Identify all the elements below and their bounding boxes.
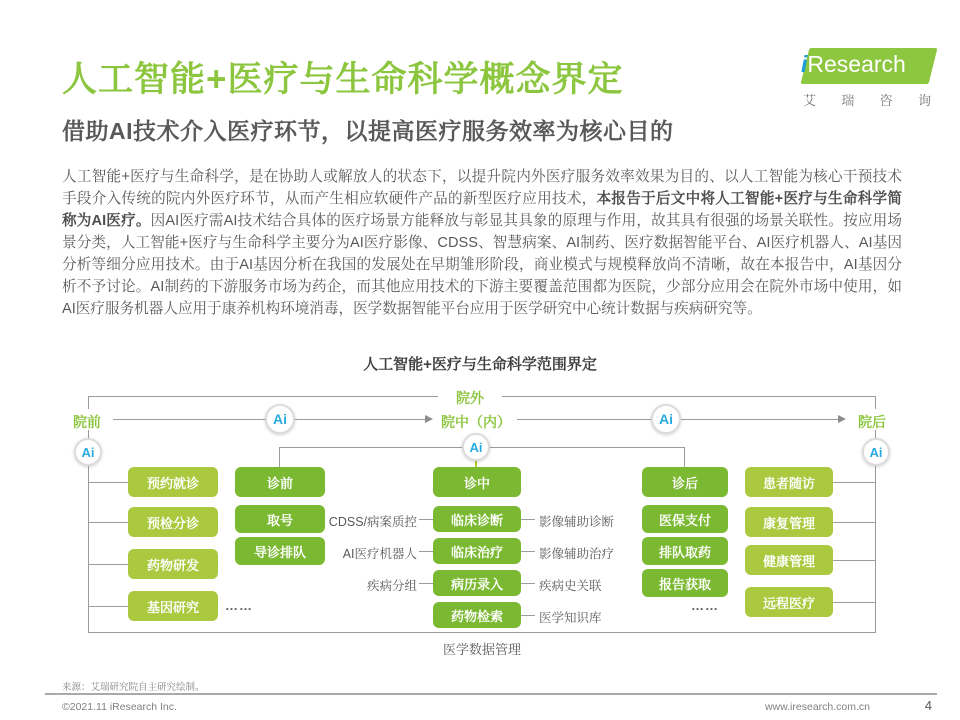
connector-line <box>521 551 535 552</box>
connector-line <box>88 522 128 523</box>
box-clinical-treatment: 临床治疗 <box>433 538 521 564</box>
connector-line <box>521 615 535 616</box>
body-paragraph <box>62 166 902 320</box>
iresearch-logo <box>795 48 937 109</box>
box-in-visit-header: 诊中 <box>433 467 521 497</box>
connector-line <box>833 560 875 561</box>
connector-line <box>279 447 280 467</box>
box-queue-for-medicine: 排队取药 <box>642 537 728 565</box>
logo-cn-char: 艾 <box>803 93 817 108</box>
box-ticket-number: 取号 <box>235 505 325 533</box>
stage-in-hospital: 院中（内） <box>441 414 511 430</box>
connector-line <box>88 564 128 565</box>
box-precheck-triage: 预检分诊 <box>128 507 218 537</box>
logo-letter-i: i <box>801 51 808 77</box>
page-title: 人工智能+医疗与生命科学概念界定 <box>62 60 624 99</box>
logo-letters-research: Research <box>807 51 906 77</box>
connector-line <box>419 583 433 584</box>
logo-cn-char: 询 <box>917 93 931 108</box>
connector-line <box>88 632 876 633</box>
annotation-disease-history-association: 疾病史关联 <box>539 579 602 593</box>
ai-badge-icon: Ai <box>651 404 681 434</box>
arrow-right-icon <box>425 415 433 423</box>
box-telemedicine: 远程医疗 <box>745 587 833 617</box>
body-text-bold: 本报告于后文中将人工智能+医疗与生命科学简称为AI医疗。 <box>62 191 902 229</box>
connector-line <box>521 583 535 584</box>
annotation-imaging-assisted-treatment: 影像辅助治疗 <box>539 547 615 561</box>
connector-line <box>875 396 876 409</box>
box-drug-retrieval: 药物检索 <box>433 602 521 628</box>
connector-line <box>88 482 128 483</box>
connector-line <box>419 519 433 520</box>
annotation-disease-grouping: 疾病分组 <box>366 579 417 593</box>
ai-badge-icon: Ai <box>265 404 295 434</box>
footer-divider <box>45 693 937 695</box>
connector-line <box>419 551 433 552</box>
website-url: www.iresearch.com.cn <box>764 701 870 713</box>
logo-cn-char: 咨 <box>879 93 893 108</box>
box-gene-research: 基因研究 <box>128 591 218 621</box>
body-text-2: 因AI医疗需AI技术结合具体的医疗场景方能释放与彰显其具象的原理与作用，故其具有很强的场景关联性。按应用场景分类，人工智能+医疗与生命科学主要分为AI医疗影像、CDSS、智慧病案、AI制药、医疗数据智能平台、AI医疗机器人、AI基因分析等细分应用技术。由于AI基因分析在我国的发展处在早期雏形阶段，商业模式与规模释放尚不清晰，故在本报告中，AI基因分析不予讨论。AI制药的下游服务市场为药企，而其他应用技术的下游主要覆盖范围都为医院，少部分应用会在院外市场中使用，如AI医疗服务机器人应用于康养机构环境消毒，医学数据智能平台应用于医学研究中心统计数据与疾病研究等。 <box>62 213 902 317</box>
stage-post-hospital: 院后 <box>858 414 886 430</box>
box-rehab-management: 康复管理 <box>745 507 833 537</box>
box-health-management: 健康管理 <box>745 545 833 575</box>
box-post-visit-header: 诊后 <box>642 467 728 497</box>
box-appointment-registration: 预约就诊 <box>128 467 218 497</box>
connector-line <box>833 482 875 483</box>
scope-diagram <box>55 382 895 677</box>
annotation-cdss-case-quality-control: CDSS/病案质控 <box>328 515 417 529</box>
page-number: 4 <box>924 698 932 713</box>
connector-line <box>684 447 685 467</box>
connector-line <box>88 606 128 607</box>
logo-cn-char: 瑞 <box>841 93 855 108</box>
connector-line <box>88 396 89 409</box>
box-medical-record-entry: 病历录入 <box>433 570 521 596</box>
annotation-medical-knowledge-base: 医学知识库 <box>539 611 602 625</box>
medical-data-management-label: 医学数据管理 <box>442 642 521 657</box>
stage-pre-hospital: 院前 <box>73 414 101 430</box>
box-clinical-diagnosis: 临床诊断 <box>433 506 521 532</box>
box-guide-queue: 导诊排队 <box>235 537 325 565</box>
ellipsis-label: …… <box>225 598 253 613</box>
ai-badge-icon: Ai <box>74 438 102 466</box>
connector-line <box>521 519 535 520</box>
connector-line <box>88 466 89 632</box>
connector-line <box>833 522 875 523</box>
logo-chinese-name <box>803 90 931 109</box>
annotation-imaging-assisted-diagnosis: 影像辅助诊断 <box>539 515 615 529</box>
connector-line <box>833 602 875 603</box>
source-note: 来源：艾瑞研究院自主研究绘制。 <box>62 682 205 693</box>
diagram-title: 人工智能+医疗与生命科学范围界定 <box>363 356 597 373</box>
box-insurance-payment: 医保支付 <box>642 505 728 533</box>
annotation-ai-medical-robot: AI医疗机器人 <box>342 547 417 561</box>
stage-out-of-hospital: 院外 <box>438 388 502 408</box>
ellipsis-label: …… <box>691 598 719 613</box>
logo-wordmark <box>801 51 941 78</box>
copyright-text: ©2021.11 iResearch Inc. <box>62 701 177 713</box>
ai-badge-icon: Ai <box>862 438 890 466</box>
box-drug-rnd: 药物研发 <box>128 549 218 579</box>
ai-badge-icon: Ai <box>462 433 490 461</box>
box-patient-followup: 患者随访 <box>745 467 833 497</box>
box-pre-visit-header: 诊前 <box>235 467 325 497</box>
box-report-retrieval: 报告获取 <box>642 569 728 597</box>
arrow-right-icon <box>838 415 846 423</box>
connector-line <box>875 466 876 632</box>
page-subtitle: 借助AI技术介入医疗环节，以提高医疗服务效率为核心目的 <box>62 118 674 144</box>
body-text-1: 人工智能+医疗与生命科学，是在协助人或解放人的状态下，以提升院内外医疗服务效率效果为目的、以人工智能为核心干预技术手段介入传统的院内外医疗环节，从而产生相应软硬件产品的新型医疗应用技术， <box>62 169 902 207</box>
